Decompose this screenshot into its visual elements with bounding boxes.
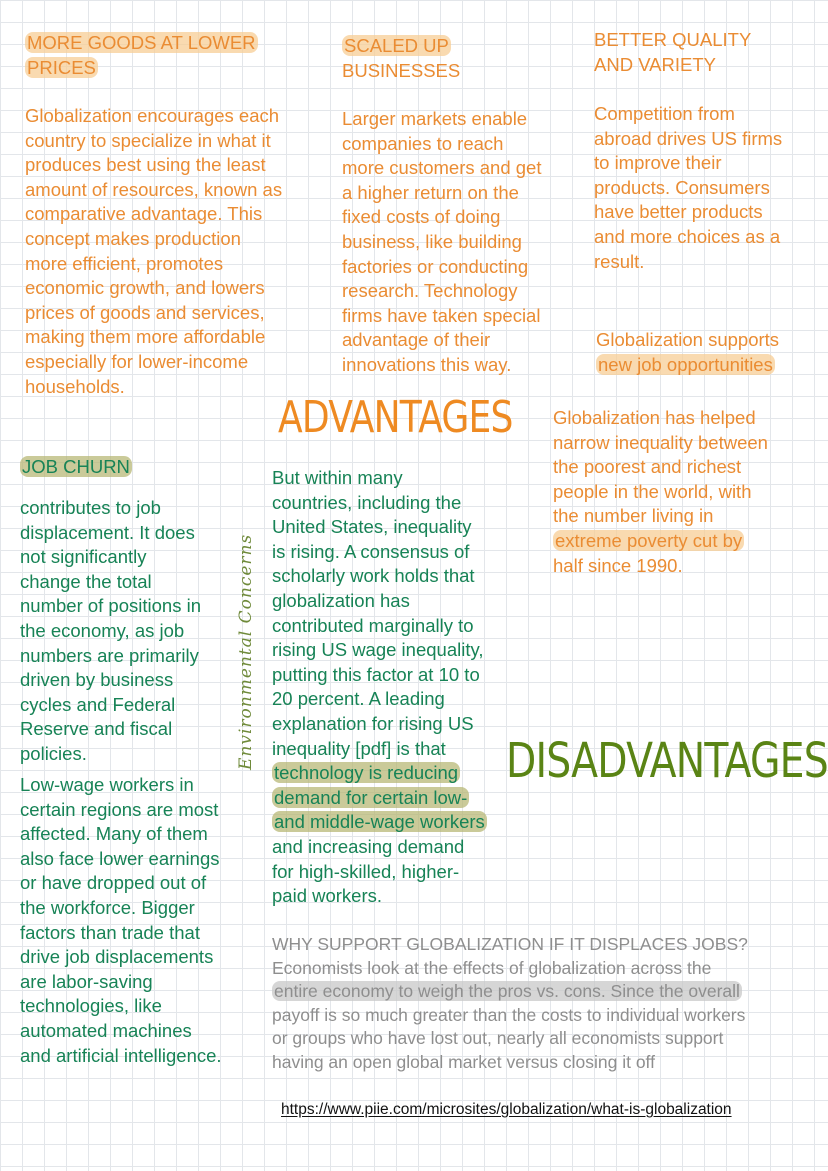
us-inequality-line: explanation for rising US (272, 712, 474, 734)
quality-title-line1: BETTER QUALITY (594, 29, 752, 50)
jobs-line2: new job opportunities (598, 353, 773, 375)
source-link[interactable]: https://www.piie.com/microsites/globalization/what-is-globalization (281, 1101, 732, 1118)
goods-line: especially for lower-income (25, 350, 249, 372)
us-inequality-line: and increasing demand (272, 835, 465, 857)
why-line: or groups who have lost out, nearly all economists support (272, 1028, 724, 1048)
goods-title-line2: PRICES (27, 56, 96, 78)
job-churn-line: cycles and Federal (20, 693, 176, 715)
job-churn-line: number of positions in (20, 595, 201, 617)
job-churn-line: Reserve and fiscal (20, 718, 173, 740)
why-line: entire economy to weigh the pros vs. cons. Since the overall (274, 981, 740, 1001)
job-churn-line: contributes to job (20, 497, 161, 518)
quality-line: to improve their (594, 152, 722, 174)
job-churn-line: factors than trade that (20, 921, 200, 943)
us-inequality-section (272, 466, 487, 909)
global-inequality-line: the number living in (553, 505, 714, 527)
global-inequality-line: narrow inequality between (553, 431, 768, 453)
why-title: WHY SUPPORT GLOBALIZATION IF IT DISPLACES JOBS? (272, 934, 748, 954)
us-inequality-line: contributed marginally to (272, 614, 474, 636)
jobs-section (596, 328, 779, 377)
job-churn-title-text: JOB CHURN (22, 456, 130, 477)
scaled-line: firms have taken special (342, 304, 541, 326)
scaled-line: research. Technology (342, 280, 518, 302)
us-inequality-line: United States, inequality (272, 516, 472, 538)
us-inequality-line: But within many (272, 467, 403, 488)
goods-line: Globalization encourages each (25, 105, 280, 126)
scaled-section (342, 34, 460, 83)
goods-line: households. (25, 375, 125, 397)
goods-line: amount of resources, known as (25, 178, 283, 200)
advantages-heading: ADVANTAGES (278, 392, 513, 443)
goods-line: produces best using the least (25, 154, 266, 176)
quality-line: abroad drives US firms (594, 127, 783, 149)
us-inequality-line: paid workers. (272, 885, 383, 907)
scaled-title-line1: SCALED UP (344, 35, 449, 56)
us-inequality-line: demand for certain low- (274, 786, 468, 808)
job-churn-line: numbers are primarily (20, 644, 199, 666)
why-line: payoff is so much greater than the costs to individual workers (272, 1004, 746, 1025)
quality-section (594, 28, 751, 77)
why-line: Economists look at the effects of globalization across the (272, 957, 712, 978)
scaled-title-line2: BUSINESSES (342, 59, 461, 81)
scaled-line: business, like building (342, 230, 522, 252)
us-inequality-line: technology is reducing (274, 762, 459, 784)
job-churn-line: technologies, like (20, 995, 162, 1017)
quality-line: products. Consumers (594, 176, 770, 198)
job-churn-line: are labor-saving (20, 970, 153, 992)
goods-line: economic growth, and lowers (25, 277, 265, 299)
global-inequality-line: extreme poverty cut by (555, 529, 743, 551)
global-inequality-line: people in the world, with (553, 480, 752, 502)
scaled-line: advantage of their (342, 329, 491, 351)
quality-body (594, 102, 782, 274)
why-line: having an open global market versus closing it off (272, 1051, 655, 1072)
us-inequality-line: putting this factor at 10 to (272, 663, 480, 685)
scaled-line: companies to reach (342, 132, 504, 154)
quality-title-line2: AND VARIETY (594, 53, 716, 75)
job-churn-line: Low-wage workers in (20, 774, 194, 795)
job-churn-line: change the total (20, 570, 152, 592)
quality-line: Competition from (594, 103, 735, 124)
job-churn-line: automated machines (20, 1019, 192, 1041)
goods-line: prices of goods and services, (25, 301, 265, 323)
job-churn-line: not significantly (20, 546, 147, 568)
us-inequality-line: countries, including the (272, 491, 462, 513)
job-churn-body2 (20, 773, 222, 1068)
us-inequality-line: rising US wage inequality, (272, 639, 484, 661)
global-inequality-line: Globalization has helped (553, 407, 756, 428)
scaled-line: factories or conducting (342, 255, 529, 277)
global-inequality-line: half since 1990. (553, 554, 683, 576)
job-churn-line: also face lower earnings (20, 847, 220, 869)
job-churn-line: policies. (20, 742, 87, 764)
goods-section (25, 31, 258, 80)
job-churn-title (20, 455, 132, 480)
goods-line: more efficient, promotes (25, 252, 224, 274)
quality-line: result. (594, 250, 645, 272)
us-inequality-line: globalization has (272, 589, 410, 611)
job-churn-line: affected. Many of them (20, 823, 208, 845)
scaled-line: innovations this way. (342, 353, 512, 375)
job-churn-line: driven by business (20, 669, 174, 691)
job-churn-line: the workforce. Bigger (20, 896, 195, 918)
quality-line: have better products (594, 201, 763, 223)
job-churn-line: and artificial intelligence. (20, 1044, 222, 1066)
why-section (272, 933, 748, 1074)
goods-title-line1: MORE GOODS AT LOWER (27, 32, 256, 53)
jobs-line1: Globalization supports (596, 329, 780, 350)
scaled-line: fixed costs of doing (342, 206, 501, 228)
scaled-line: a higher return on the (342, 181, 519, 203)
us-inequality-line: 20 percent. A leading (272, 688, 445, 710)
us-inequality-line: is rising. A consensus of (272, 540, 470, 562)
scaled-body (342, 107, 541, 378)
us-inequality-line: scholarly work holds that (272, 565, 475, 587)
goods-line: country to specialize in what it (25, 129, 271, 151)
us-inequality-line: inequality [pdf] is that (272, 737, 446, 759)
goods-line: comparative advantage. This (25, 203, 263, 225)
us-inequality-line: for high-skilled, higher- (272, 860, 460, 882)
goods-body (25, 104, 282, 399)
job-churn-line: displacement. It does (20, 521, 195, 543)
job-churn-line: or have dropped out of (20, 872, 207, 894)
job-churn-body1 (20, 496, 201, 767)
environmental-concerns-note: Environmental Concerns (236, 533, 256, 770)
job-churn-line: drive job displacements (20, 946, 214, 968)
job-churn-line: the economy, as job (20, 619, 185, 641)
goods-line: concept makes production (25, 227, 241, 249)
quality-line: and more choices as a (594, 225, 781, 247)
job-churn-line: certain regions are most (20, 798, 219, 820)
disadvantages-heading: DISADVANTAGES (506, 733, 828, 789)
global-inequality-line: the poorest and richest (553, 456, 742, 478)
us-inequality-line: and middle-wage workers (274, 811, 485, 833)
scaled-line: more customers and get (342, 157, 542, 179)
goods-line: making them more affordable (25, 326, 266, 348)
scaled-line: Larger markets enable (342, 108, 528, 129)
global-inequality-section (553, 406, 768, 578)
